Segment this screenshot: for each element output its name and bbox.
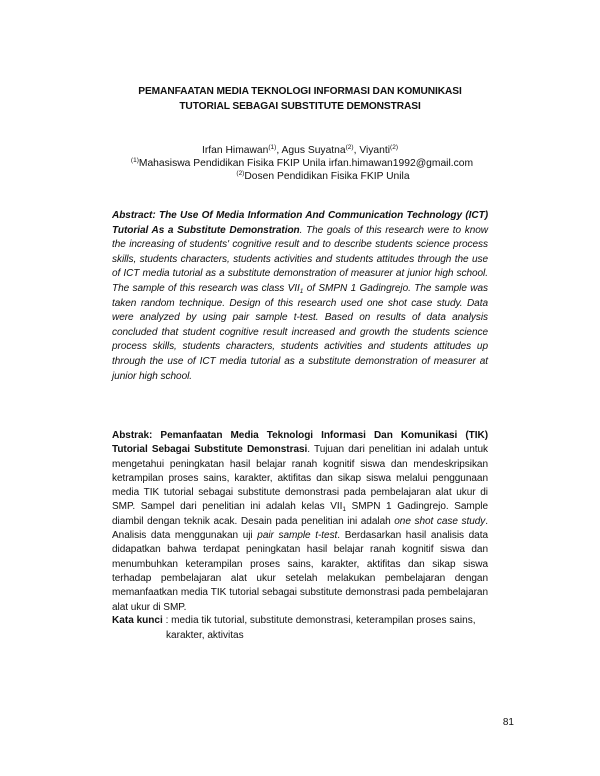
test-term: pair sample t-test [257,530,338,542]
affiliation-2-marker: (2) [236,170,245,177]
abstract-english-text-cont: of SMPN 1 Gadingrejo. The sample was taken random technique. Design of this research used one shot case study. Data were analyzed by using pair sample t-test. Based on results of data analysis concluded that student cognitive result increased and growth the students science process skills, students characters, students activities and students attitudes up through the use of ICT media tutorial as a substitute demonstration of measurer at junior high school. [112,282,488,382]
paper-title [0,84,600,114]
author-separator: , [276,145,282,156]
title-line-2: TUTORIAL SEBAGAI SUBSTITUTE DEMONSTRASI [179,101,421,112]
affiliation-2 [46,170,600,183]
abstract-english-heading: Abstract: The Use Of Media Information And Communication Technology (ICT) Tutorial As a Substitute Demonstration [112,210,488,236]
author-separator: , [353,145,360,156]
abstract-indonesian [112,429,488,615]
author-3-marker: (2) [390,144,398,151]
class-subscript: 1 [342,506,346,514]
abstract-indonesian-text-cont: . Analisis data menggunakan uji [112,515,488,542]
title-line-1: PEMANFAATAN MEDIA TEKNOLOGI INFORMASI DAN KOMUNIKASI [138,86,462,97]
keywords-line-2: karakter, aktivitas [166,629,244,641]
abstract-indonesian-text-cont: SMPN 1 Gadingrejo. Sample diambil dengan teknik acak. Desain pada penelitian ini adalah [112,501,488,527]
author-1: Irfan Himawan [202,145,269,156]
author-1-marker: (1) [268,144,277,151]
keywords-label: Kata kunci [112,615,163,626]
affiliation-1-text: Mahasiswa Pendidikan Fisika FKIP Unila irfan.himawan1992@gmail.com [138,158,474,169]
keywords [112,614,512,643]
design-term: one shot case study [394,515,486,527]
keywords-line-1: : media tik tutorial, substitute demonstrasi, keterampilan proses sains, [162,615,476,626]
affiliation-2-text: Dosen Pendidikan Fisika FKIP Unila [244,171,410,182]
affiliation-1-marker: (1) [130,157,139,164]
abstract-indonesian-text-cont: . Berdasarkan hasil analisis data didapatkan bahwa terdapat peningkatan hasil belajar ranah kognitif siswa dan menumbuhkan keterampilan proses sains, karakter, aktifitas dan sikap siswa terhadap pembelajaran alat ukur setelah melakukan pembelajaran dengan memanfaatkan media TIK tutorial sebagai substitute demonstrasi pada pembelajaran alat ukur di SMP. [112,530,488,613]
author-3: Viyanti [359,145,391,156]
abstract-english-text: . The goals of this research were to know the increasing of students' cognitive result and to describe students science process skills, students characters, students activities and students attitudes through the use of ICT media tutorial as a substitute demonstration of measurer at junior high school. The sample of this research was class VII [112,224,488,294]
author-line [0,144,600,157]
page-number: 81 [502,717,514,728]
class-subscript: 1 [299,287,304,295]
abstract-indonesian-heading: Abstrak: Pemanfaatan Media Teknologi Informasi Dan Komunikasi (TIK) Tutorial Sebagai Substitute Demonstrasi [112,430,488,456]
abstract-english [112,209,488,384]
abstract-indonesian-text: . Tujuan dari penelitian ini adalah untuk mengetahui peningkatan hasil belajar ranah kognitif siswa dan mendeskripsikan ketrampilan proses sains, karakter, aktifitas dan sikap siswa melalui penggunaan media TIK tutorial sebagai substitute demonstrasi pada pembelajaran alat ukur di SMP. Sampel dari penelitian ini adalah kelas VII [112,444,488,513]
author-2: Agus Suyatna [281,145,346,156]
author-block [0,144,600,183]
affiliation-1 [4,157,600,170]
author-2-marker: (2) [345,144,354,151]
